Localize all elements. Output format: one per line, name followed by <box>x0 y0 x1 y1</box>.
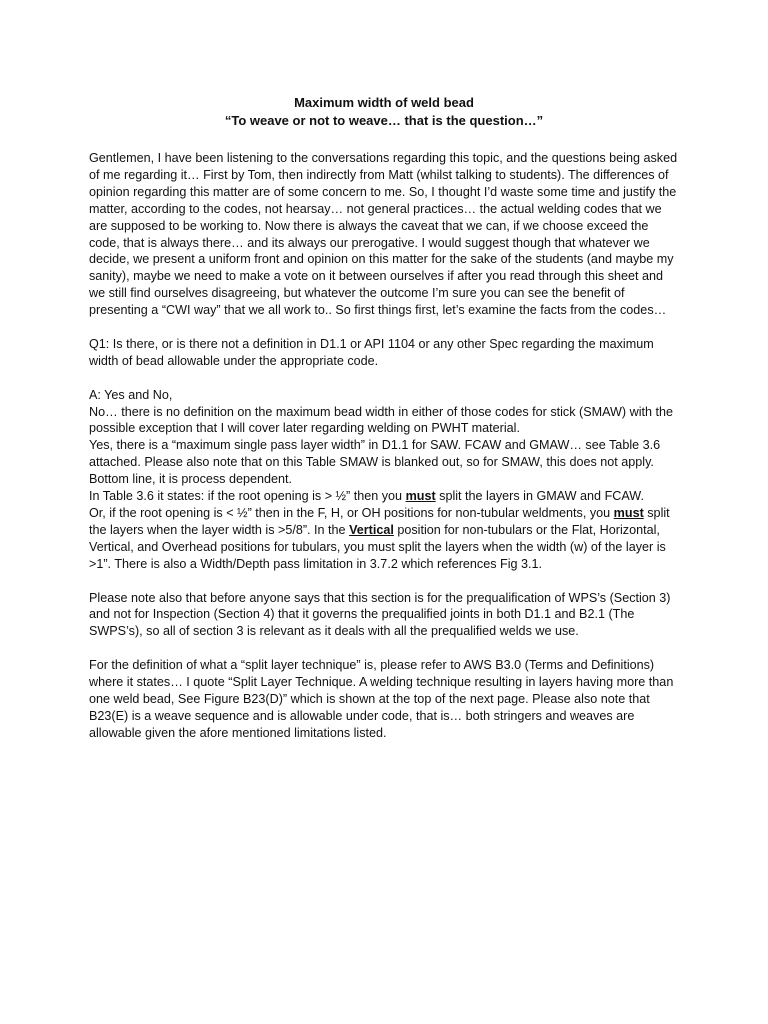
emphasis-must: must <box>405 489 436 504</box>
answer-yes-paragraph: Yes, there is a “maximum single pass layer width” in D1.1 for SAW. FCAW and GMAW… see Table 3.6 attached. Please also note that on this Table SMAW is blanked out, so for SMAW, this does not apply. Bottom line, it is process dependent. <box>89 438 661 487</box>
emphasis-must: must <box>613 506 644 520</box>
table-rule-paragraph: In Table 3.6 it states: if the root opening is > ½” then you must split the layers in GMAW and FCAW. <box>89 489 644 504</box>
title-block <box>0 94 768 130</box>
answer-no-paragraph: No… there is no definition on the maximum bead width in either of those codes for stick (SMAW) with the possible exception that I will cover later regarding welding on PWHT material. <box>89 404 674 436</box>
definition-paragraph: For the definition of what a “split layer technique” is, please refer to AWS B3.0 (Terms and Definitions) where it states… I quote “Split Layer Technique. A welding technique resulting in layers having more than one weld bead, See Figure B23(D)” which is shown at the top of the next page. Please also note that B23(E) is a weave sequence and is allowable under code, that is… both stringers and weaves are allowable given the afore mentioned limitations listed. <box>89 658 674 740</box>
prequalification-paragraph: Please note also that before anyone says that this section is for the prequalification of WPS’s (Section 3) and not for Inspection (Section 4) that it governs the prequalified joints in both D1.1 and B2.1 (The SWPS’s), so all of section 3 is relevant as it deals with all the prequalified welds we use. <box>89 590 671 639</box>
document-body <box>89 150 681 759</box>
question-paragraph: Q1: Is there, or is there not a definition in D1.1 or API 1104 or any other Spec regarding the maximum width of bead allowable under the appropriate code. <box>89 336 654 368</box>
answer-block <box>89 387 681 573</box>
answer-line: A: Yes and No, <box>89 387 173 402</box>
root-opening-paragraph: Or, if the root opening is < ½” then in the F, H, or OH positions for non-tubular weldments, you must split the layers when the layer width is >5/8”. In the Vertical position for non-tubulars or the Flat, Horizontal, Vertical, and Overhead positions for tubulars, you must split the layers when the width (w) of the layer is >1”. There is also a Width/Depth pass limitation in 3.7.2 which references Fig 3.1. <box>89 506 670 571</box>
document-title: Maximum width of weld bead <box>294 95 474 110</box>
emphasis-vertical: Vertical <box>349 522 394 537</box>
document-subtitle: “To weave or not to weave… that is the question…” <box>224 113 544 128</box>
intro-paragraph: Gentlemen, I have been listening to the conversations regarding this topic, and the questions being asked of me regarding it… First by Tom, then indirectly from Matt (whilst talking to students). The differences of opinion regarding this matter are of some concern to me. So, I thought I’d waste some time and justify the matter, according to the codes, not hearsay… not general practices… the actual welding codes that we are supposed to be working to. Now there is always the caveat that we can, if we choose exceed the code, that is always there… and its always our prerogative. I would suggest though that whatever we decide, we present a uniform front and opinion on this matter for the sake of the students (and maybe my sanity), maybe we need to make a vote on it between ourselves if after you read through this sheet and we still find ourselves disagreeing, but whatever the outcome I’m sure you can see the benefit of presenting a “CWI way” that we all work to.. So first things first, let’s examine the facts from the codes… <box>89 151 678 318</box>
